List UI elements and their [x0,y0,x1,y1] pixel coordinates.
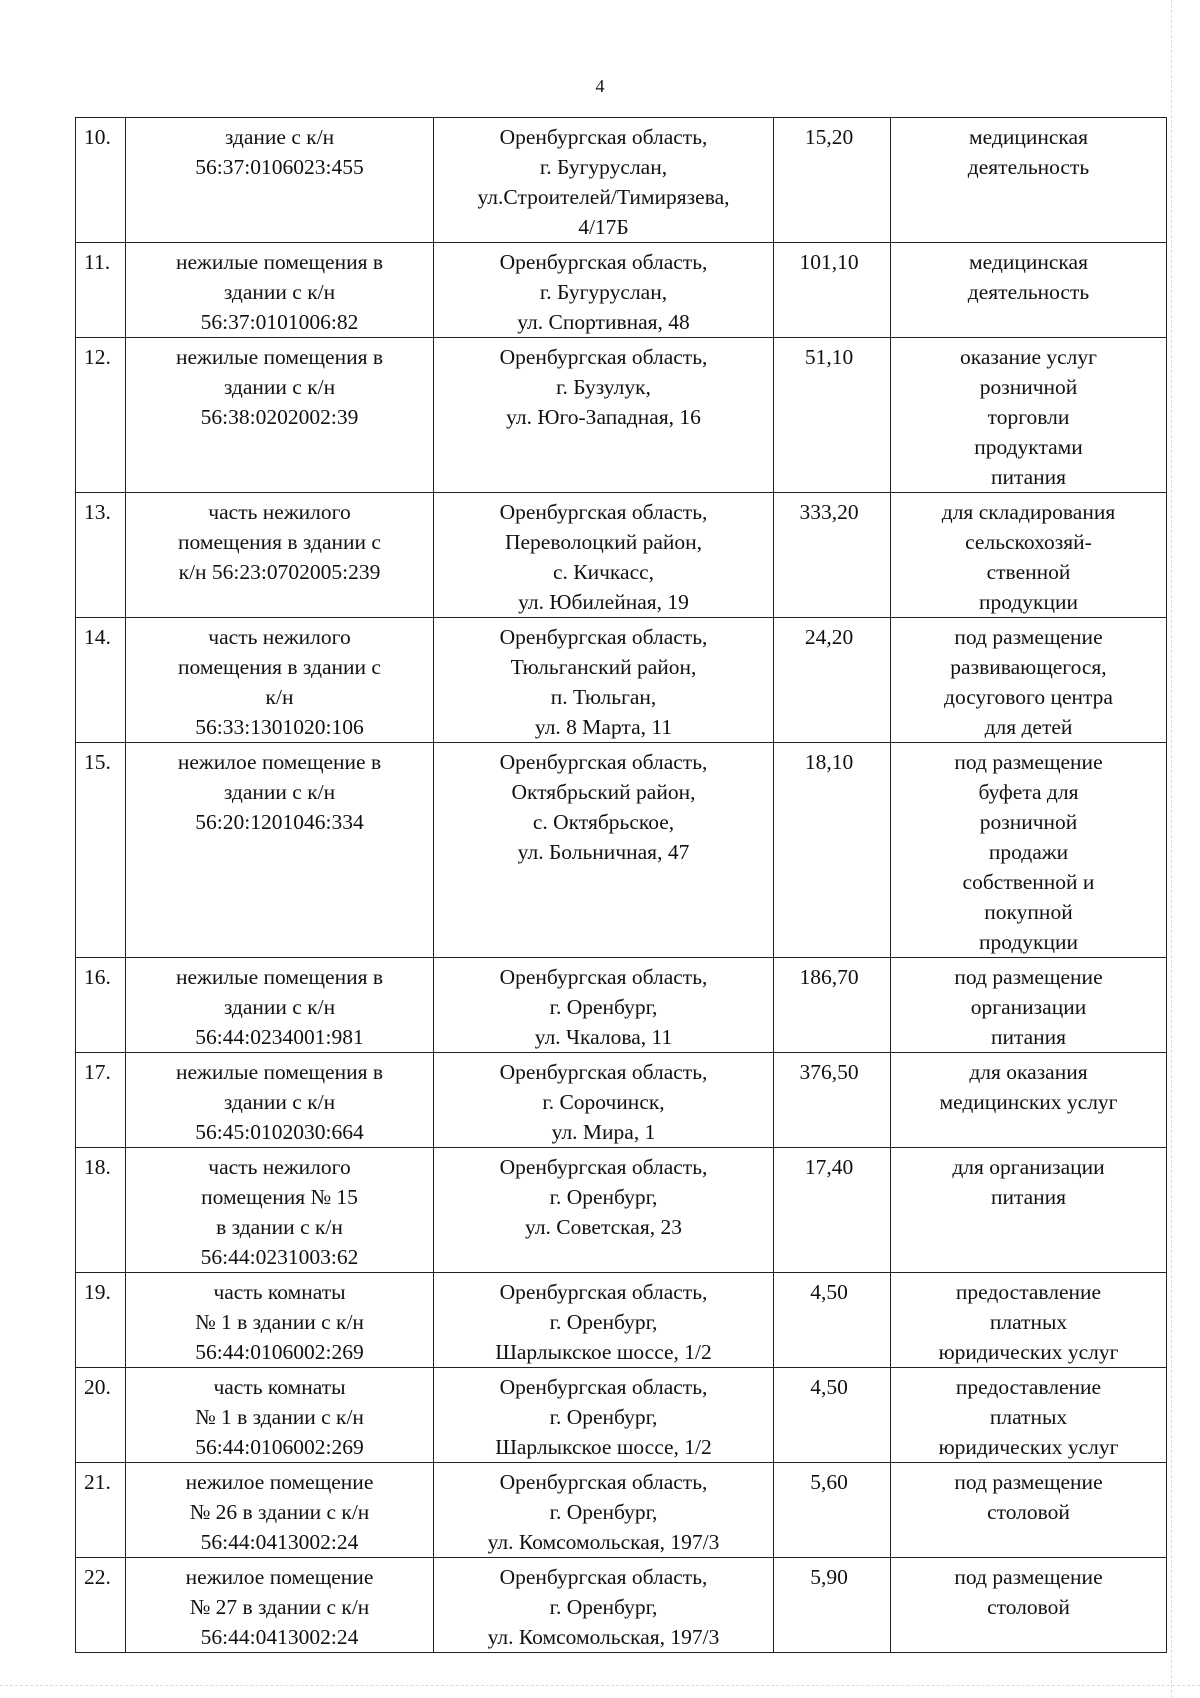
use-line: организации [970,995,1087,1019]
use-line: для организации [952,1155,1105,1179]
address-line: г. Бузулук, [556,375,651,399]
object-cell [126,493,434,618]
use-line: досугового центра [944,685,1113,709]
area-cell: 376,50 [774,1053,891,1148]
object-line: помещения № 15 [201,1185,358,1209]
use-line: для детей [984,715,1073,739]
address-line: г. Оренбург, [549,995,658,1019]
address-cell [434,958,774,1053]
address-line: г. Бугуруслан, [539,155,668,179]
object-line: нежилые помещения в [175,250,384,274]
use-line: медицинская [969,125,1088,149]
use-line: питания [990,1185,1067,1209]
use-line: покупной [984,900,1073,924]
use-line: деятельность [967,155,1090,179]
use-line: под размещение [954,750,1103,774]
object-line: 56:33:1301020:106 [195,715,364,739]
use-line: питания [990,465,1067,489]
address-line: г. Оренбург, [549,1310,658,1334]
row-number-cell: 14. [76,618,126,743]
object-line: 56:44:0413002:24 [200,1530,359,1554]
address-cell [434,493,774,618]
row-number-cell: 17. [76,1053,126,1148]
use-line: торговли [987,405,1070,429]
object-cell [126,1053,434,1148]
use-line: под размещение [954,1565,1103,1589]
address-line: г. Сорочинск, [542,1090,665,1114]
purpose-cell [891,118,1167,243]
row-number-cell: 12. [76,338,126,493]
address-cell [434,1368,774,1463]
object-cell [126,1463,434,1558]
area-cell: 333,20 [774,493,891,618]
address-line: Октябрьский район, [511,780,696,804]
row-number-cell: 19. [76,1273,126,1368]
row-number-cell: 11. [76,243,126,338]
row-number-cell: 18. [76,1148,126,1273]
object-line: здании с к/н [223,1090,336,1114]
object-line: нежилое помещение [185,1470,374,1494]
address-line: Оренбургская область, [499,1060,708,1084]
use-line: розничной [979,375,1078,399]
address-line: ул.Строителей/Тимирязева, [477,185,730,209]
object-line: здании с к/н [223,995,336,1019]
object-line: к/н [265,685,294,709]
use-line: под размещение [954,965,1103,989]
address-line: с. Кичкасс, [552,560,655,584]
area-cell: 51,10 [774,338,891,493]
use-line: сельскохозяй- [965,530,1092,554]
address-cell [434,743,774,958]
row-number-cell: 20. [76,1368,126,1463]
row-number-cell: 21. [76,1463,126,1558]
purpose-cell [891,1053,1167,1148]
table-row [76,1368,1167,1463]
row-number-cell: 15. [76,743,126,958]
object-cell [126,243,434,338]
table-row [76,243,1167,338]
purpose-cell [891,338,1167,493]
use-line: под размещение [954,625,1103,649]
object-cell [126,958,434,1053]
object-line: часть нежилого [208,625,351,649]
address-line: с. Октябрьское, [532,810,675,834]
object-line: здании с к/н [223,375,336,399]
address-cell [434,1148,774,1273]
property-table [75,117,1167,1653]
address-line: ул. Мира, 1 [551,1120,656,1144]
object-line: часть нежилого [208,1155,351,1179]
object-cell [126,618,434,743]
use-line: буфета для [978,780,1079,804]
object-cell [126,1273,434,1368]
object-cell [126,1558,434,1653]
address-cell [434,1558,774,1653]
row-number-cell: 22. [76,1558,126,1653]
use-line: медицинских услуг [939,1090,1118,1114]
object-cell [126,338,434,493]
object-line: здании с к/н [223,780,336,804]
area-cell: 24,20 [774,618,891,743]
address-line: Оренбургская область, [499,125,708,149]
use-line: столовой [987,1595,1070,1619]
page-number: 4 [595,76,605,96]
object-line: 56:44:0106002:269 [195,1340,364,1364]
object-line: здание с к/н [224,125,335,149]
address-line: Оренбургская область, [499,345,708,369]
object-line: нежилые помещения в [175,345,384,369]
area-cell: 15,20 [774,118,891,243]
purpose-cell [891,1368,1167,1463]
area-cell: 4,50 [774,1368,891,1463]
use-line: продуктами [974,435,1083,459]
table-row [76,1463,1167,1558]
address-line: г. Оренбург, [549,1185,658,1209]
object-line: 56:37:0106023:455 [195,155,364,179]
object-line: часть комнаты [213,1280,346,1304]
object-line: нежилое помещение в [177,750,382,774]
address-line: Оренбургская область, [499,1470,708,1494]
object-cell [126,118,434,243]
purpose-cell [891,1148,1167,1273]
address-line: ул. Юбилейная, 19 [518,590,689,614]
address-cell [434,118,774,243]
address-line: Оренбургская область, [499,1375,708,1399]
object-line: 56:37:0101006:82 [200,310,359,334]
address-line: Шарлыкское шоссе, 1/2 [495,1340,712,1364]
object-line: 56:44:0413002:24 [200,1625,359,1649]
address-line: ул. Больничная, 47 [517,840,690,864]
use-line: предоставление [955,1280,1102,1304]
object-line: часть комнаты [213,1375,346,1399]
row-number-cell: 13. [76,493,126,618]
object-line: № 1 в здании с к/н [195,1405,364,1429]
purpose-cell [891,1558,1167,1653]
object-line: 56:20:1201046:334 [195,810,364,834]
object-line: нежилое помещение [185,1565,374,1589]
use-line: питания [990,1025,1067,1049]
address-line: ул. Чкалова, 11 [534,1025,673,1049]
object-line: в здании с к/н [216,1215,343,1239]
area-cell: 5,90 [774,1558,891,1653]
address-cell [434,1463,774,1558]
table-row [76,1273,1167,1368]
scan-bottom-artifact [0,1684,1200,1686]
object-line: 56:44:0234001:981 [195,1025,364,1049]
object-line: нежилые помещения в [175,1060,384,1084]
use-line: платных [989,1405,1068,1429]
address-line: ул. 8 Марта, 11 [534,715,673,739]
use-line: юридических услуг [938,1435,1119,1459]
table-body [76,118,1167,1653]
table-row [76,493,1167,618]
object-cell [126,743,434,958]
address-line: ул. Советская, 23 [525,1215,682,1239]
address-cell [434,618,774,743]
purpose-cell [891,1273,1167,1368]
object-cell [126,1148,434,1273]
object-line: нежилые помещения в [175,965,384,989]
area-cell: 101,10 [774,243,891,338]
address-line: ул. Юго-Западная, 16 [506,405,701,429]
address-line: 4/17Б [578,215,629,239]
address-line: Переволоцкий район, [504,530,703,554]
area-cell: 17,40 [774,1148,891,1273]
purpose-cell [891,243,1167,338]
address-line: п. Тюльган, [550,685,657,709]
address-line: Оренбургская область, [499,1565,708,1589]
use-line: оказание услуг [960,345,1097,369]
address-cell [434,1053,774,1148]
use-line: юридических услуг [938,1340,1119,1364]
use-line: под размещение [954,1470,1103,1494]
object-line: № 26 в здании с к/н [189,1500,370,1524]
address-line: Шарлыкское шоссе, 1/2 [495,1435,712,1459]
object-line: помещения в здании с [178,655,381,679]
address-line: г. Оренбург, [549,1500,658,1524]
table-row [76,618,1167,743]
use-line: развивающегося, [950,655,1107,679]
object-cell [126,1368,434,1463]
use-line: продукции [978,590,1079,614]
use-line: медицинская [969,250,1088,274]
table-row [76,743,1167,958]
use-line: продукции [978,930,1079,954]
use-line: предоставление [955,1375,1102,1399]
object-line: № 27 в здании с к/н [189,1595,370,1619]
use-line: ственной [986,560,1071,584]
purpose-cell [891,743,1167,958]
row-number-cell: 16. [76,958,126,1053]
object-line: № 1 в здании с к/н [195,1310,364,1334]
address-line: Оренбургская область, [499,625,708,649]
purpose-cell [891,618,1167,743]
address-line: Оренбургская область, [499,965,708,989]
address-line: Оренбургская область, [499,750,708,774]
address-line: ул. Спортивная, 48 [517,310,690,334]
object-line: помещения в здании с [178,530,381,554]
area-cell: 18,10 [774,743,891,958]
area-cell: 5,60 [774,1463,891,1558]
table-row [76,118,1167,243]
purpose-cell [891,958,1167,1053]
scan-edge-artifact [1169,0,1172,1698]
address-line: г. Бугуруслан, [539,280,668,304]
address-line: Оренбургская область, [499,250,708,274]
object-line: 56:44:0231003:62 [200,1245,359,1269]
use-line: столовой [987,1500,1070,1524]
area-cell: 186,70 [774,958,891,1053]
use-line: розничной [979,810,1078,834]
purpose-cell [891,493,1167,618]
table-row [76,1148,1167,1273]
use-line: деятельность [967,280,1090,304]
address-line: Оренбургская область, [499,500,708,524]
use-line: собственной и [962,870,1095,894]
address-line: Оренбургская область, [499,1155,708,1179]
area-cell: 4,50 [774,1273,891,1368]
address-line: ул. Комсомольская, 197/3 [487,1625,720,1649]
use-line: продажи [988,840,1069,864]
table-row [76,338,1167,493]
address-line: ул. Комсомольская, 197/3 [487,1530,720,1554]
purpose-cell [891,1463,1167,1558]
use-line: платных [989,1310,1068,1334]
object-line: к/н 56:23:0702005:239 [178,560,381,584]
use-line: для складирования [941,500,1116,524]
object-line: 56:38:0202002:39 [200,405,359,429]
table-row [76,1053,1167,1148]
address-line: г. Оренбург, [549,1595,658,1619]
object-line: часть нежилого [208,500,351,524]
table-row [76,958,1167,1053]
address-cell [434,1273,774,1368]
table-row [76,1558,1167,1653]
object-line: 56:44:0106002:269 [195,1435,364,1459]
address-line: Оренбургская область, [499,1280,708,1304]
address-line: г. Оренбург, [549,1405,658,1429]
use-line: для оказания [969,1060,1088,1084]
object-line: 56:45:0102030:664 [195,1120,364,1144]
address-line: Тюльганский район, [510,655,697,679]
row-number-cell: 10. [76,118,126,243]
object-line: здании с к/н [223,280,336,304]
address-cell [434,243,774,338]
address-cell [434,338,774,493]
